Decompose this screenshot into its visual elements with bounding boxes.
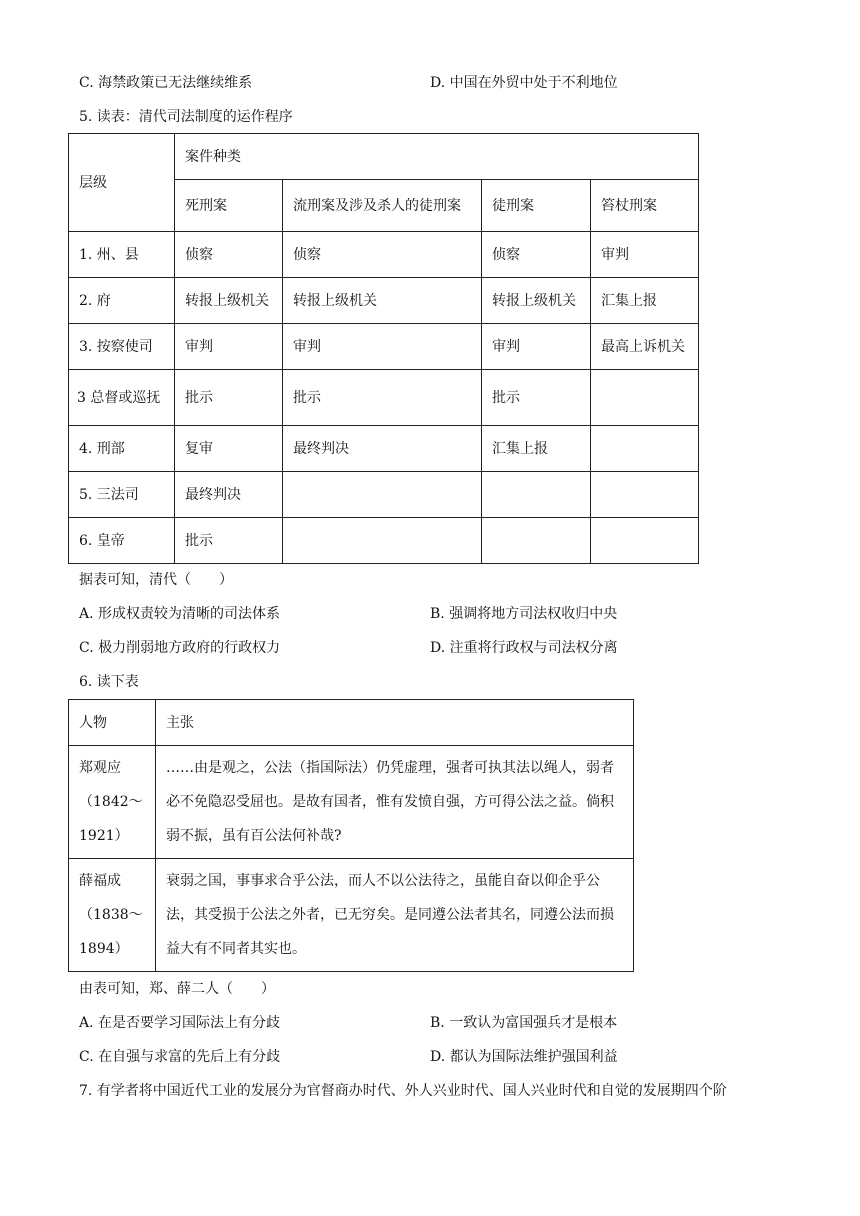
header-case-death: 死刑案	[175, 180, 283, 232]
table-cell: 批示	[175, 370, 283, 426]
table-row	[69, 746, 634, 859]
row-level: 5. 三法司	[69, 472, 175, 518]
row-level: 3. 按察使司	[69, 324, 175, 370]
row-level: 4. 刑部	[69, 426, 175, 472]
table-row	[69, 859, 634, 972]
person-cell	[69, 859, 156, 972]
table-cell: 批示	[482, 370, 591, 426]
q6-option-c: C. 在自强与求富的先后上有分歧	[79, 1049, 281, 1065]
table-cell: 侦察	[482, 232, 591, 278]
person-years-end: 1894）	[79, 941, 129, 957]
q6-stem: 由表可知，郑、薛二人（ ）	[79, 981, 275, 997]
table-cell	[482, 518, 591, 564]
person-years-end: 1921）	[79, 828, 129, 844]
table-cell: 汇集上报	[591, 278, 699, 324]
table-cell	[591, 518, 699, 564]
person-name: 郑观应	[79, 760, 121, 776]
table-row	[69, 472, 699, 518]
q5-option-c: C. 极力削弱地方政府的行政权力	[79, 640, 281, 656]
table-row	[69, 426, 699, 472]
table-row	[69, 278, 699, 324]
table-cell: 转报上级机关	[283, 278, 482, 324]
table-cell	[591, 426, 699, 472]
table-cell: 审判	[175, 324, 283, 370]
table-cell: 审判	[591, 232, 699, 278]
table-cell: 转报上级机关	[175, 278, 283, 324]
table-cell: 批示	[175, 518, 283, 564]
table-cell: 侦察	[283, 232, 482, 278]
q7-title: 7. 有学者将中国近代工业的发展分为官督商办时代、外人兴业时代、国人兴业时代和自觉的发展期四个阶	[79, 1083, 727, 1099]
q5-option-d: D. 注重将行政权与司法权分离	[430, 640, 618, 656]
q4-option-d: D. 中国在外贸中处于不利地位	[430, 75, 618, 91]
table-row	[69, 232, 699, 278]
q4-option-c: C. 海禁政策已无法继续维系	[79, 75, 253, 91]
header-level: 层级	[69, 134, 175, 232]
header-person: 人物	[69, 700, 156, 746]
person-years-start: （1842～	[79, 794, 143, 810]
table-cell: 批示	[283, 370, 482, 426]
person-cell	[69, 746, 156, 859]
person-name: 薛福成	[79, 873, 121, 889]
q5-title: 5. 读表：清代司法制度的运作程序	[79, 109, 293, 125]
table-cell: 侦察	[175, 232, 283, 278]
table-row	[69, 518, 699, 564]
header-case-type: 案件种类	[175, 134, 699, 180]
table-cell	[283, 472, 482, 518]
judicial-procedure-table	[68, 133, 699, 564]
views-table	[68, 699, 634, 972]
table-cell	[591, 472, 699, 518]
table-cell: 最终判决	[175, 472, 283, 518]
person-years-start: （1838～	[79, 907, 143, 923]
table-cell	[283, 518, 482, 564]
table-row	[69, 324, 699, 370]
view-cell: 衰弱之国，事事求合乎公法，而人不以公法待之，虽能自奋以仰企乎公法，其受损于公法之外者，已无穷矣。是同遵公法者其名，同遵公法而损益大有不同者其实也。	[156, 859, 634, 972]
table-cell: 审判	[482, 324, 591, 370]
table-cell	[482, 472, 591, 518]
table-cell: 最终判决	[283, 426, 482, 472]
view-cell: ……由是观之，公法（指国际法）仍凭虚理，强者可执其法以绳人，弱者必不免隐忍受屈也。是故有国者，惟有发愤自强，方可得公法之益。倘积弱不振，虽有百公法何补哉?	[156, 746, 634, 859]
table-cell: 最高上诉机关	[591, 324, 699, 370]
q6-title: 6. 读下表	[79, 674, 139, 690]
table-cell: 复审	[175, 426, 283, 472]
table-cell: 汇集上报	[482, 426, 591, 472]
table-cell: 转报上级机关	[482, 278, 591, 324]
q5-option-b: B. 强调将地方司法权收归中央	[430, 606, 618, 622]
row-level: 1. 州、县	[69, 232, 175, 278]
q6-option-a: A. 在是否要学习国际法上有分歧	[79, 1015, 281, 1031]
q5-option-a: A. 形成权责较为清晰的司法体系	[79, 606, 281, 622]
q5-stem: 据表可知，清代（ ）	[79, 572, 233, 588]
header-case-exile: 流刑案及涉及杀人的徒刑案	[283, 180, 482, 232]
table-cell: 审判	[283, 324, 482, 370]
header-view: 主张	[156, 700, 634, 746]
q6-option-d: D. 都认为国际法维护强国利益	[430, 1049, 618, 1065]
q6-option-b: B. 一致认为富国强兵才是根本	[430, 1015, 618, 1031]
row-level: 2. 府	[69, 278, 175, 324]
header-case-penal: 徒刑案	[482, 180, 591, 232]
header-case-flogging: 笞杖刑案	[591, 180, 699, 232]
table-cell	[591, 370, 699, 426]
table-row	[69, 370, 699, 426]
row-level: 3 总督或巡抚	[69, 370, 175, 426]
row-level: 6. 皇帝	[69, 518, 175, 564]
